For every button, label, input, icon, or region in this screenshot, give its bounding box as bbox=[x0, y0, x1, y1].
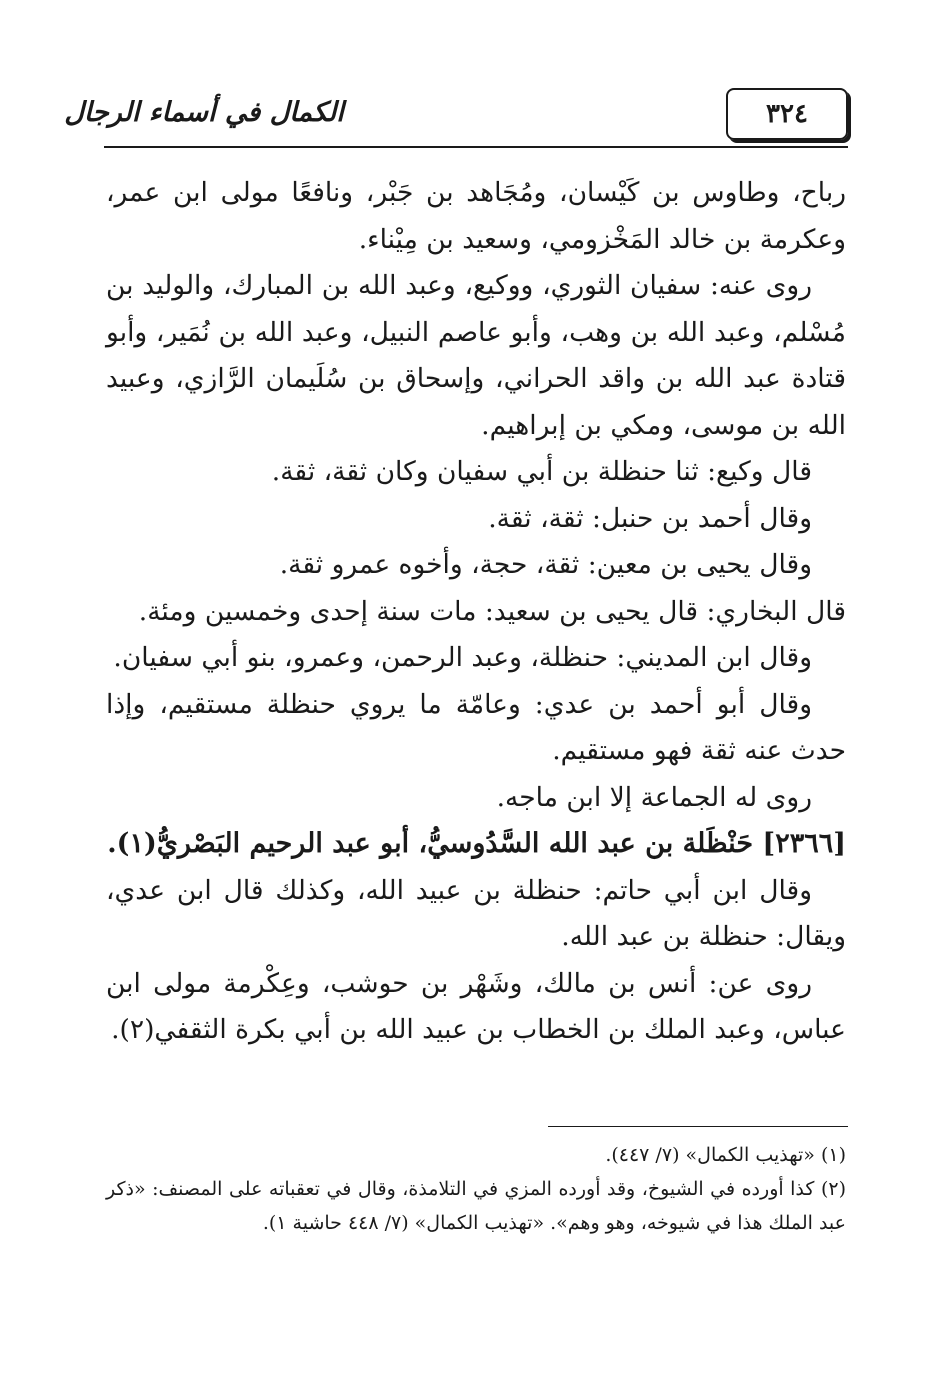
paragraph-ahmad: وقال أحمد بن حنبل: ثقة، ثقة. bbox=[488, 502, 812, 534]
page-number-box bbox=[726, 88, 848, 140]
footnotes bbox=[106, 1138, 846, 1240]
paragraph-teachers-continued: رباح، وطاوس بن كَيْسان، ومُجَاهد بن جَبْر، ونافعًا مولى ابن عمر، وعكرمة بن خالد المَخْزومي، وسعيد بن مِيْناء. bbox=[106, 177, 846, 255]
entry-heading: [٢٣٦٦] حَنْظَلة بن عبد الله السَّدُوسيُّ، أبو عبد الرحيم البَصْريُّ(١). bbox=[107, 828, 846, 859]
paragraph-narrated-from: روى عن: أنس بن مالك، وشَهْر بن حوشب، وعِكْرمة مولى ابن عباس، وعبد الملك بن الخطاب بن عبيد الله بن أبي بكرة الثقفي(٢). bbox=[106, 967, 846, 1045]
paragraph-bukhari: قال البخاري: قال يحيى بن سعيد: مات سنة إحدى وخمسين ومئة. bbox=[138, 595, 846, 627]
page-header bbox=[64, 84, 848, 150]
page-number: ٣٢٤ bbox=[766, 99, 808, 129]
paragraph-waki: قال وكيع: ثنا حنظلة بن أبي سفيان وكان ثقة، ثقة. bbox=[271, 456, 812, 487]
footnote-rule bbox=[548, 1126, 848, 1127]
book-title-calligraphy: الكمال في أسماء الرجال bbox=[64, 96, 344, 128]
paragraph-jamaa: روى له الجماعة إلا ابن ماجه. bbox=[496, 781, 812, 813]
header-rule bbox=[104, 146, 848, 148]
paragraph-ibn-madini: وقال ابن المديني: حنظلة، وعبد الرحمن، وعمرو، بنو أبي سفيان. bbox=[113, 642, 812, 673]
paragraph-ibn-abi-hatim: وقال ابن أبي حاتم: حنظلة بن عبيد الله، وكذلك قال ابن عدي، ويقال: حنظلة بن عبد الله. bbox=[106, 874, 846, 952]
footnote-2: (٢) كذا أورده في الشيوخ، وقد أورده المزي في التلامذة، وقال في تعقباته على المصنف: «ذكر عبد الملك هذا في شيوخه، وهو وهم». «تهذيب الكمال» (٧/ ٤٤٨ حاشية ١). bbox=[106, 1178, 846, 1234]
footnote-1: (١) «تهذيب الكمال» (٧/ ٤٤٧). bbox=[605, 1144, 846, 1166]
paragraph-ibn-adi: وقال أبو أحمد بن عدي: وعامّة ما يروي حنظلة مستقيم، وإذا حدث عنه ثقة فهو مستقيم. bbox=[106, 688, 846, 766]
main-text bbox=[106, 170, 846, 1054]
paragraph-ibn-maeen: وقال يحيى بن معين: ثقة، حجة، وأخوه عمرو ثقة. bbox=[279, 549, 812, 580]
paragraph-students: روى عنه: سفيان الثوري، ووكيع، وعبد الله بن المبارك، والوليد بن مُسْلم، وعبد الله بن وهب، وأبو عاصم النبيل، وعبد الله بن نُمَير، وأبو قتادة عبد الله بن واقد الحراني، وإسحاق بن سُلَيمان الرَّازي، وعبيد الله بن موسى، ومكي بن إبراهيم. bbox=[106, 270, 846, 441]
